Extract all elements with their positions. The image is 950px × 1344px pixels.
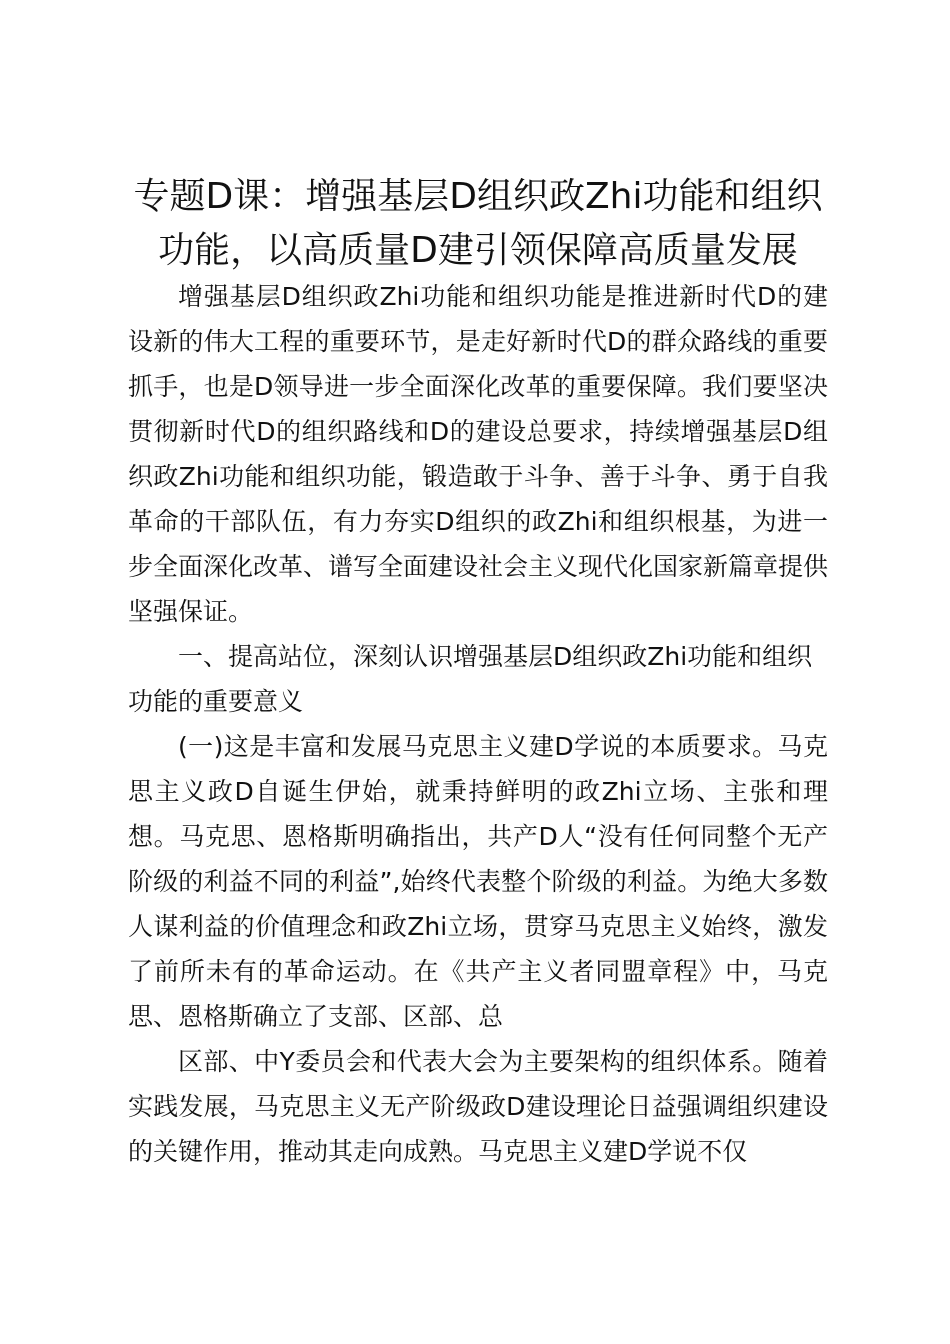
section-heading-1: 一、提高站位，深刻认识增强基层D组织政Zhi功能和组织功能的重要意义 xyxy=(128,642,813,716)
paragraph-intro: 增强基层D组织政Zhi功能和组织功能是推进新时代D的建设新的伟大工程的重要环节，是走好新时代D的群众路线的重要抓手，也是D领导进一步全面深化改革的重要保障。我们要坚决贯彻新时代D的组织路线和D的建设总要求，持续增强基层D组织政Zhi功能和组织功能，锻造敢于斗争、善于斗争、勇于自我革命的干部队伍，有力夯实D组织的政Zhi和组织根基，为进一步全面深化改革、谱写全面建设社会主义现代化国家新篇章提供坚强保证。 xyxy=(128,282,829,626)
document-page xyxy=(128,0,828,1174)
paragraph-significance-1-cont: 区部、中Y委员会和代表大会为主要架构的组织体系。随着实践发展，马克思主义无产阶级政D建设理论日益强调组织建设的关键作用，推动其走向成熟。马克思主义建D学说不仅 xyxy=(128,1047,828,1166)
document-title: 专题D课：增强基层D组织政Zhi功能和组织功能，以高质量D建引领保障高质量发展 xyxy=(133,176,823,271)
paragraph-significance-1: (一)这是丰富和发展马克思主义建D学说的本质要求。马克思主义政D自诞生伊始，就秉持鲜明的政Zhi立场、主张和理想。马克思、恩格斯明确指出，共产D人“没有任何同整个无产阶级的利益不同的利益”,始终代表整个阶级的利益。为绝大多数人谋利益的价值理念和政Zhi立场，贯穿马克思主义始终，激发了前所未有的革命运动。在《共产主义者同盟章程》中，马克思、恩格斯确立了支部、区部、总 xyxy=(128,732,828,1031)
